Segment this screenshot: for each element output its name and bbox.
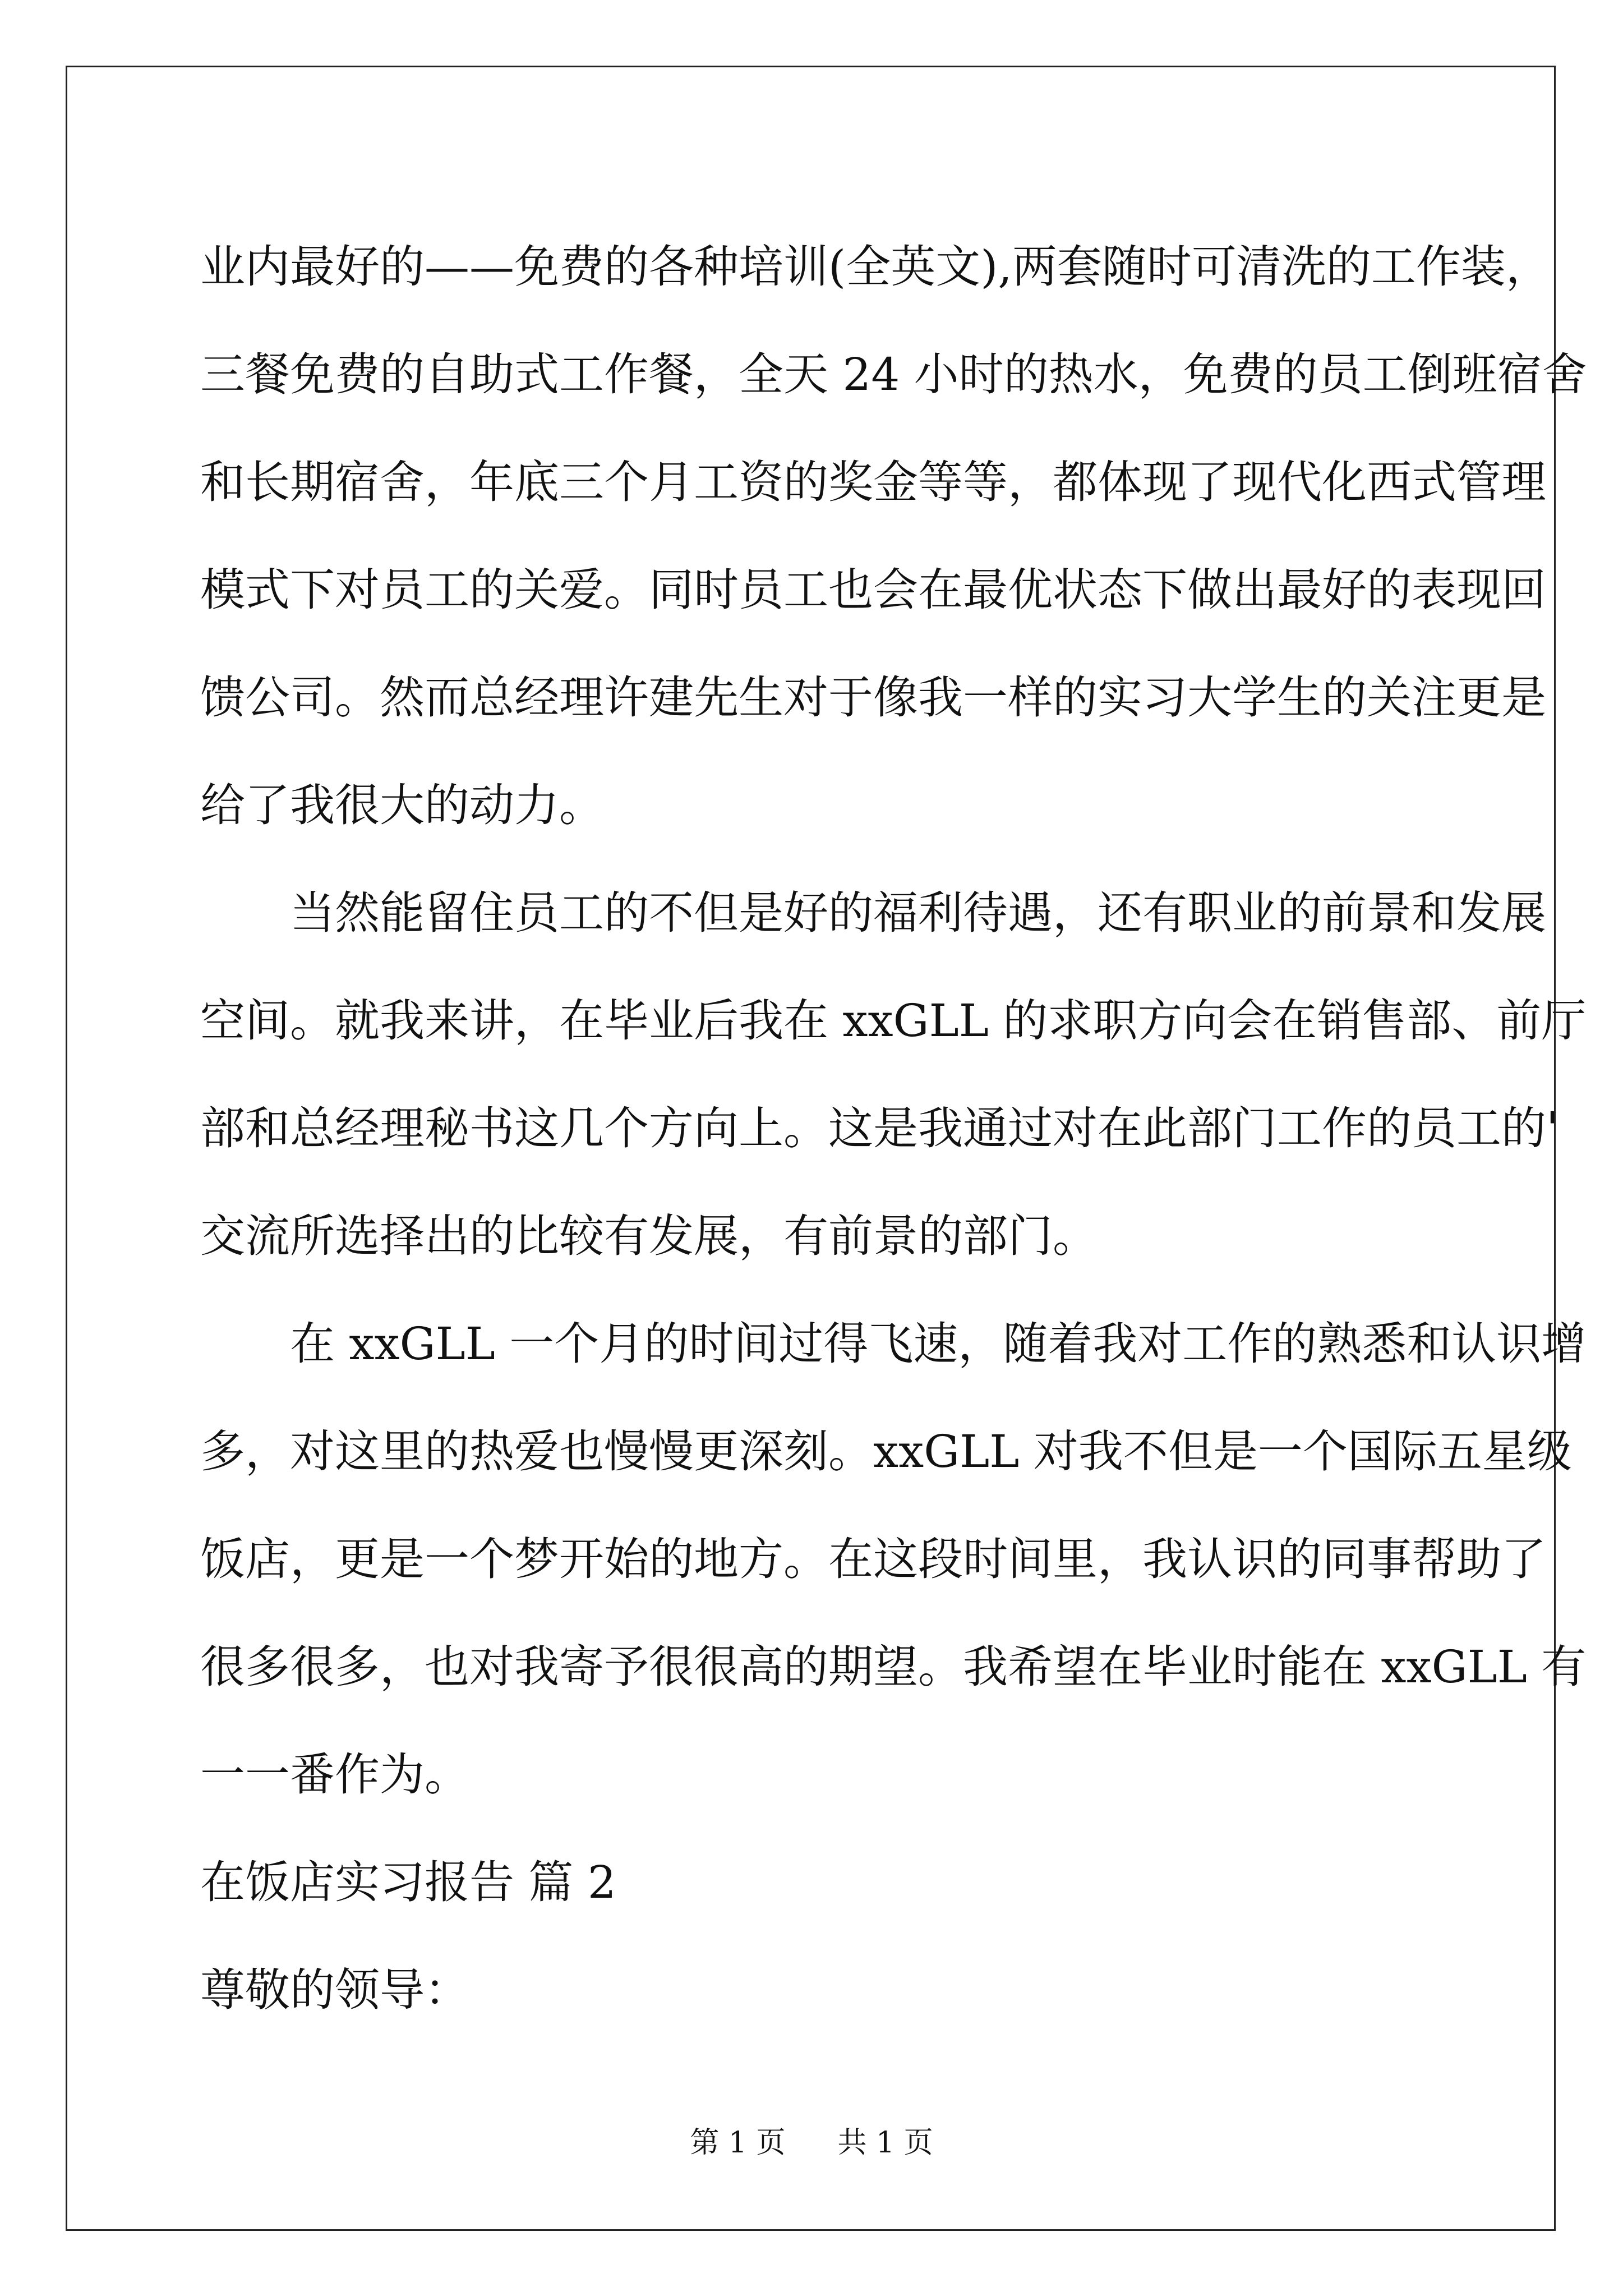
text-line: 模式下对员工的关爱。同时员工也会在最优状态下做出最好的表现回 [200, 564, 1546, 616]
text-line: 和长期宿舍，年底三个月工资的奖金等等，都体现了现代化西式管理 [200, 456, 1546, 508]
document-body [200, 213, 1587, 2044]
text-line: 馈公司。然而总经理许建先生对于像我一样的实习大学生的关注更是 [200, 671, 1546, 724]
text-line: 当然能留住员工的不但是好的福利待遇，还有职业的前景和发展 [200, 887, 1546, 939]
text-line: 多，对这里的热爱也慢慢更深刻。xxGLL 对我不但是一个国际五星级 [200, 1425, 1572, 1478]
page-number: 第 1 页 [690, 2126, 786, 2160]
text-line: 一一番作为。 [200, 1749, 469, 1801]
text-line: 部和总经理秘书这几个方向上。这是我通过对在此部门工作的员工的' [200, 1102, 1559, 1154]
text-line: 在 xxGLL 一个月的时间过得飞速，随着我对工作的熟悉和认识增 [200, 1318, 1587, 1370]
section-heading: 在饭店实习报告 篇 2 [200, 1856, 616, 1908]
text-line: 给了我很大的动力。 [200, 779, 604, 831]
text-line: 交流所选择出的比较有发展，有前景的部门。 [200, 1210, 1098, 1262]
text-line: 业内最好的——免费的各种培训(全英文),两套随时可清洗的工作装， [200, 241, 1551, 293]
text-line: 很多很多，也对我寄予很很高的期望。我希望在毕业时能在 xxGLL 有 [200, 1641, 1587, 1693]
salutation: 尊敬的领导： [200, 1964, 469, 2016]
text-line: 三餐免费的自助式工作餐，全天 24 小时的热水，免费的员工倒班宿舍 [200, 348, 1587, 401]
text-line: 空间。就我来讲，在毕业后我在 xxGLL 的求职方向会在销售部、前厅 [200, 995, 1587, 1047]
page-footer [0, 2126, 1623, 2160]
page-total: 共 1 页 [837, 2126, 933, 2160]
text-line: 饭店，更是一个梦开始的地方。在这段时间里，我认识的同事帮助了 [200, 1533, 1546, 1585]
